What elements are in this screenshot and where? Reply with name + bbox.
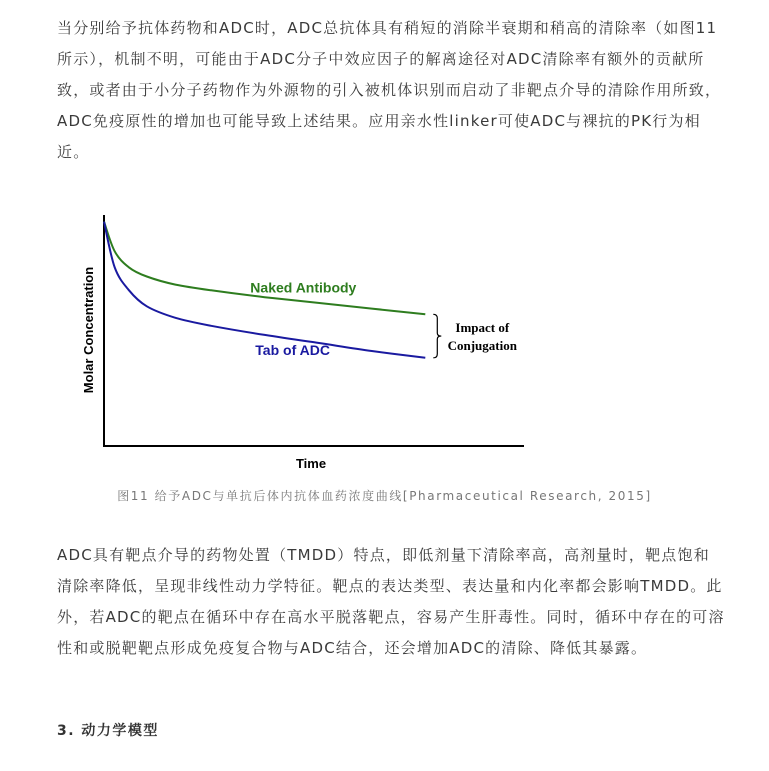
paragraph-line: ADC免疫原性的增加也可能导致上述结果。应用亲水性linker可使ADC与裸抗的PK行为相 [57, 112, 701, 130]
intro-paragraph [57, 13, 723, 168]
series-label-naked-antibody: Naked Antibody [250, 279, 357, 296]
paragraph-line: 近。 [57, 143, 90, 161]
paragraph-line: 所示），机制不明，可能由于ADC分子中效应因子的解离途径对ADC清除率有额外的贡献所 [57, 50, 705, 68]
annotation-text-line: Conjugation [447, 338, 517, 354]
y-axis-label: Molar Concentration [81, 266, 96, 394]
paragraph-line: 当分别给予抗体药物和ADC时，ADC总抗体具有稍短的消除半衰期和稍高的清除率（如图11 [57, 19, 718, 37]
annotation-bracket [433, 314, 441, 358]
section-heading: 3. 动力学模型 [57, 723, 159, 739]
series-line-naked-antibody [104, 222, 425, 315]
concentration-time-figure [76, 205, 576, 480]
paragraph-line: 性和或脱靶靶点形成免疫复合物与ADC结合，还会增加ADC的清除、降低其暴露。 [57, 639, 648, 657]
tmdd-paragraph [57, 540, 723, 664]
paragraph-line: 致，或者由于小分子药物作为外源物的引入被机体识别而启动了非靶点介导的清除作用所致， [57, 81, 722, 99]
annotation-text-line: Impact of [455, 320, 510, 336]
paragraph-line: ADC具有靶点介导的药物处置（TMDD）特点，即低剂量下清除率高，高剂量时，靶点饱和 [57, 546, 710, 564]
impact-annotation [433, 314, 517, 358]
paragraph-line: 清除率降低，呈现非线性动力学特征。靶点的表达类型、表达量和内化率都会影响TMDD。此 [57, 577, 723, 595]
figure-caption: 图11 给予ADC与单抗后体内抗体血药浓度曲线[Pharmaceutical Research, 2015] [117, 489, 652, 503]
chart-svg [76, 205, 576, 480]
x-axis-label: Time [295, 456, 327, 471]
series-layer [104, 222, 425, 358]
paragraph-line: 外，若ADC的靶点在循环中存在高水平脱落靶点，容易产生肝毒性。同时，循环中存在的可溶 [57, 608, 725, 626]
series-label-tab-of-adc: Tab of ADC [255, 341, 330, 358]
